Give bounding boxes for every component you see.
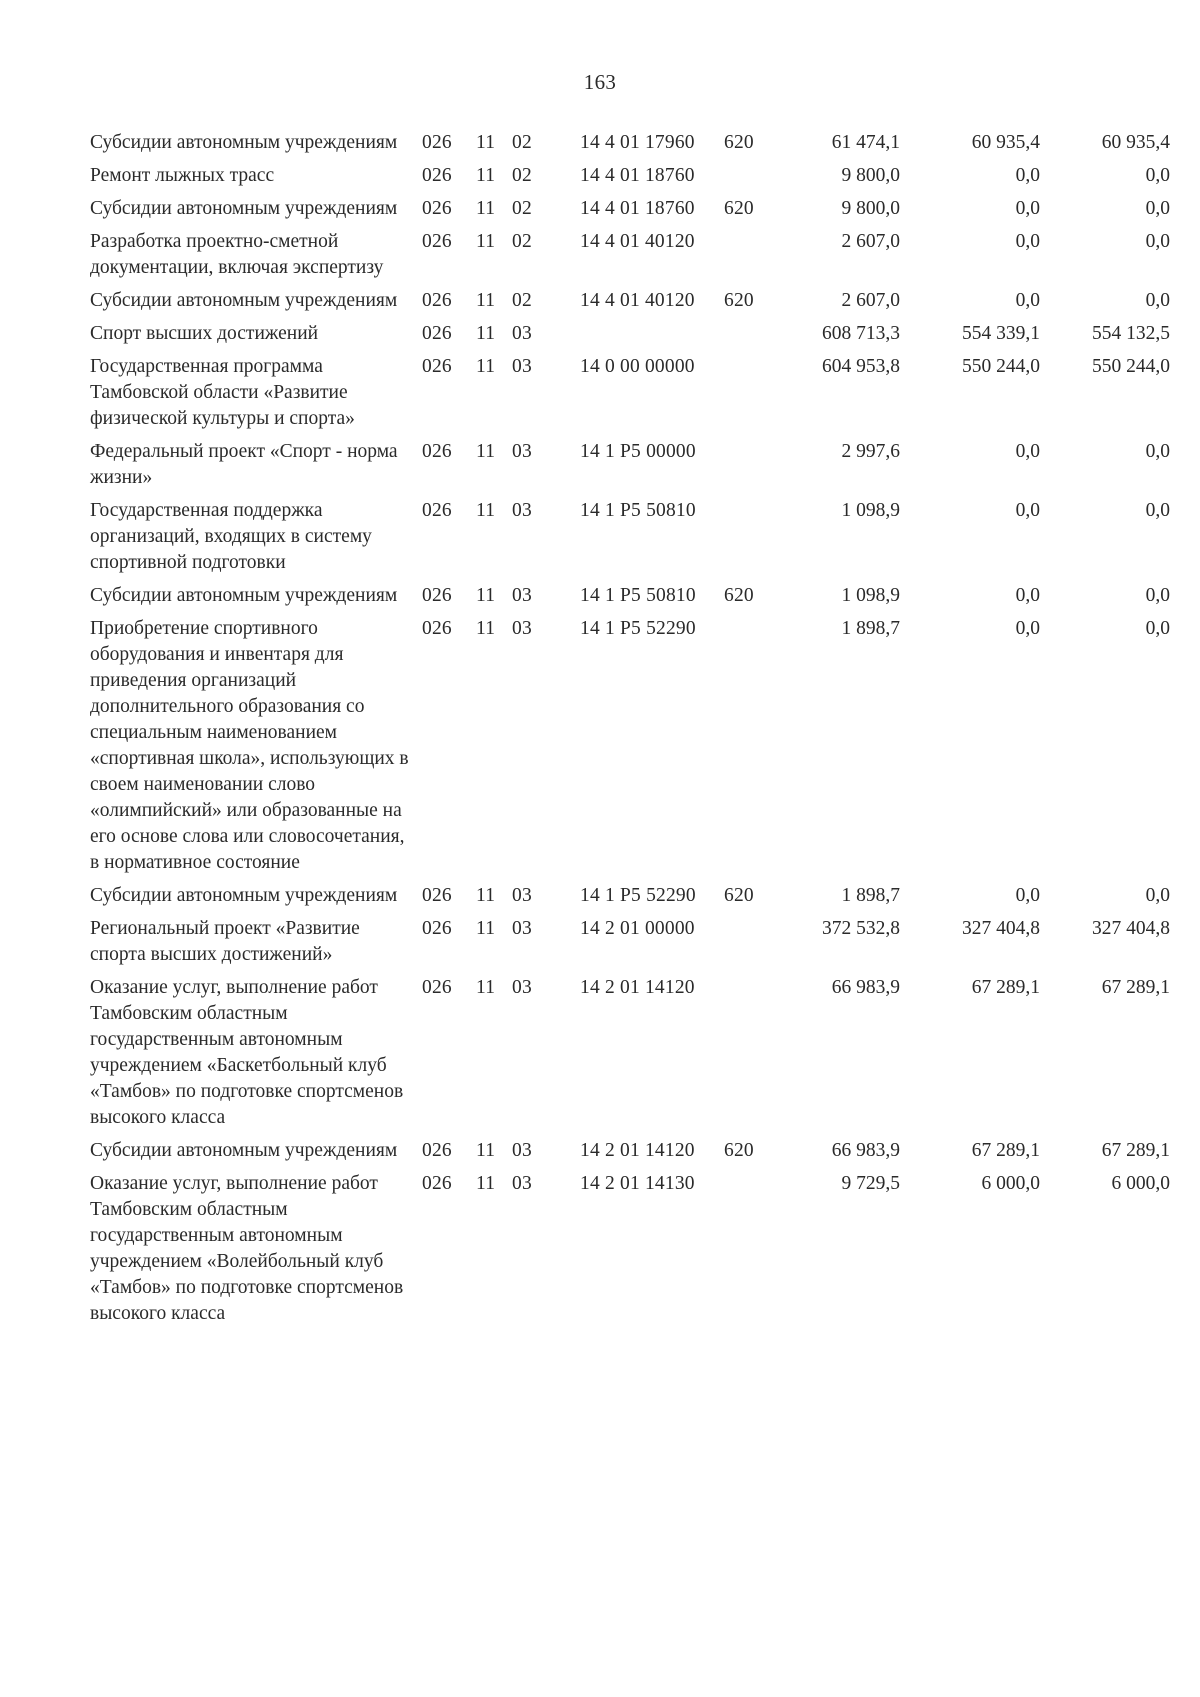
section-code-cell: 11 bbox=[476, 231, 496, 252]
ministry-code-cell: 026 bbox=[422, 1140, 452, 1161]
amount-year3-cell: 67 289,1 bbox=[1101, 1140, 1170, 1161]
amount-year2-cell: 0,0 bbox=[1015, 500, 1040, 521]
ministry-code-cell: 026 bbox=[422, 918, 452, 939]
expense-type-cell bbox=[724, 916, 784, 975]
amount-year1-cell: 9 800,0 bbox=[841, 198, 900, 219]
expense-type-cell bbox=[724, 354, 784, 439]
amount-year2-cell: 0,0 bbox=[1015, 198, 1040, 219]
target-article-cell: 14 1 P5 50810 bbox=[580, 585, 696, 606]
amount-year1-cell: 61 474,1 bbox=[831, 132, 900, 153]
amount-year2-cell: 0,0 bbox=[1015, 585, 1040, 606]
amount-year3-cell: 0,0 bbox=[1145, 290, 1170, 311]
row-name-cell: Региональный проект «Развитие спорта высших достижений» bbox=[90, 918, 360, 965]
amount-year2-cell: 67 289,1 bbox=[971, 1140, 1040, 1161]
section-code-cell: 11 bbox=[476, 618, 496, 639]
amount-year1-cell: 2 607,0 bbox=[841, 290, 900, 311]
table-row bbox=[90, 916, 1170, 975]
row-name-cell: Разработка проектно-сметной документации, включая экспертизу bbox=[90, 231, 384, 278]
section-code-cell: 11 bbox=[476, 977, 496, 998]
amount-year3-cell: 60 935,4 bbox=[1101, 132, 1170, 153]
expense-type-cell bbox=[724, 616, 784, 883]
row-name-cell: Государственная поддержка организаций, входящих в систему спортивной подготовки bbox=[90, 500, 372, 573]
ministry-code-cell: 026 bbox=[422, 231, 452, 252]
table-row bbox=[90, 163, 1170, 196]
target-article-cell: 14 2 01 14130 bbox=[580, 1173, 695, 1194]
table-row bbox=[90, 883, 1170, 916]
expense-type-cell bbox=[724, 1171, 784, 1334]
target-article-cell: 14 2 01 14120 bbox=[580, 1140, 695, 1161]
expense-type-cell: 620 bbox=[724, 198, 754, 219]
subsection-code-cell: 03 bbox=[512, 618, 532, 639]
table-row bbox=[90, 130, 1170, 163]
amount-year2-cell: 60 935,4 bbox=[971, 132, 1040, 153]
ministry-code-cell: 026 bbox=[422, 165, 452, 186]
amount-year1-cell: 608 713,3 bbox=[822, 323, 900, 344]
amount-year2-cell: 0,0 bbox=[1015, 165, 1040, 186]
expense-type-cell bbox=[724, 321, 784, 354]
row-name-cell: Субсидии автономным учреждениям bbox=[90, 585, 398, 606]
row-name-cell: Субсидии автономным учреждениям bbox=[90, 1140, 398, 1161]
ministry-code-cell: 026 bbox=[422, 132, 452, 153]
amount-year1-cell: 2 997,6 bbox=[841, 441, 900, 462]
section-code-cell: 11 bbox=[476, 198, 496, 219]
target-article-cell: 14 0 00 00000 bbox=[580, 356, 695, 377]
table-row bbox=[90, 321, 1170, 354]
amount-year3-cell: 0,0 bbox=[1145, 441, 1170, 462]
target-article-cell: 14 4 01 40120 bbox=[580, 231, 695, 252]
subsection-code-cell: 03 bbox=[512, 356, 532, 377]
budget-table bbox=[90, 130, 1170, 1334]
amount-year3-cell: 6 000,0 bbox=[1111, 1173, 1170, 1194]
amount-year2-cell: 0,0 bbox=[1015, 231, 1040, 252]
table-row bbox=[90, 975, 1170, 1138]
section-code-cell: 11 bbox=[476, 1173, 496, 1194]
section-code-cell: 11 bbox=[476, 356, 496, 377]
target-article-cell: 14 4 01 18760 bbox=[580, 165, 695, 186]
section-code-cell: 11 bbox=[476, 165, 496, 186]
ministry-code-cell: 026 bbox=[422, 500, 452, 521]
expense-type-cell bbox=[724, 229, 784, 288]
ministry-code-cell: 026 bbox=[422, 585, 452, 606]
subsection-code-cell: 03 bbox=[512, 977, 532, 998]
ministry-code-cell: 026 bbox=[422, 323, 452, 344]
target-article-cell: 14 2 01 14120 bbox=[580, 977, 695, 998]
row-name-cell: Субсидии автономным учреждениям bbox=[90, 885, 398, 906]
section-code-cell: 11 bbox=[476, 918, 496, 939]
amount-year1-cell: 1 898,7 bbox=[841, 885, 900, 906]
row-name-cell: Субсидии автономным учреждениям bbox=[90, 290, 398, 311]
table-row bbox=[90, 616, 1170, 883]
amount-year1-cell: 9 800,0 bbox=[841, 165, 900, 186]
table-row bbox=[90, 1138, 1170, 1171]
target-article-cell: 14 4 01 17960 bbox=[580, 132, 695, 153]
subsection-code-cell: 02 bbox=[512, 290, 532, 311]
amount-year3-cell: 0,0 bbox=[1145, 618, 1170, 639]
amount-year3-cell: 0,0 bbox=[1145, 198, 1170, 219]
table-row bbox=[90, 583, 1170, 616]
expense-type-cell: 620 bbox=[724, 132, 754, 153]
amount-year1-cell: 1 098,9 bbox=[841, 585, 900, 606]
subsection-code-cell: 02 bbox=[512, 198, 532, 219]
row-name-cell: Спорт высших достижений bbox=[90, 323, 319, 344]
subsection-code-cell: 03 bbox=[512, 585, 532, 606]
amount-year3-cell: 0,0 bbox=[1145, 500, 1170, 521]
amount-year1-cell: 1 098,9 bbox=[841, 500, 900, 521]
row-name-cell: Приобретение спортивного оборудования и инвентаря для приведения организаций дополнительного образования со специальным наименованием «спортивная школа», использующих в своем наименовании слово «олимпийский» или образованные на его основе слова или словосочетания, в нормативное состояние bbox=[90, 618, 409, 873]
amount-year3-cell: 327 404,8 bbox=[1092, 918, 1170, 939]
amount-year1-cell: 372 532,8 bbox=[822, 918, 900, 939]
table-body bbox=[90, 130, 1170, 1334]
table-row bbox=[90, 288, 1170, 321]
section-code-cell: 11 bbox=[476, 500, 496, 521]
section-code-cell: 11 bbox=[476, 585, 496, 606]
row-name-cell: Оказание услуг, выполнение работ Тамбовским областным государственным автономным учреждением «Волейбольный клуб «Тамбов» по подготовке спортсменов высокого класса bbox=[90, 1173, 404, 1324]
expense-type-cell bbox=[724, 439, 784, 498]
row-name-cell: Субсидии автономным учреждениям bbox=[90, 198, 398, 219]
amount-year2-cell: 0,0 bbox=[1015, 290, 1040, 311]
subsection-code-cell: 03 bbox=[512, 441, 532, 462]
subsection-code-cell: 02 bbox=[512, 132, 532, 153]
target-article-cell: 14 1 P5 52290 bbox=[580, 618, 696, 639]
row-name-cell: Федеральный проект «Спорт - норма жизни» bbox=[90, 441, 398, 488]
amount-year3-cell: 0,0 bbox=[1145, 165, 1170, 186]
expense-type-cell bbox=[724, 975, 784, 1138]
subsection-code-cell: 03 bbox=[512, 1140, 532, 1161]
amount-year1-cell: 66 983,9 bbox=[831, 977, 900, 998]
amount-year3-cell: 550 244,0 bbox=[1092, 356, 1170, 377]
expense-type-cell: 620 bbox=[724, 1140, 754, 1161]
table-row bbox=[90, 439, 1170, 498]
amount-year2-cell: 67 289,1 bbox=[971, 977, 1040, 998]
row-name-cell: Оказание услуг, выполнение работ Тамбовским областным государственным автономным учреждением «Баскетбольный клуб «Тамбов» по подготовке спортсменов высокого класса bbox=[90, 977, 404, 1128]
target-article-cell: 14 1 P5 00000 bbox=[580, 441, 696, 462]
ministry-code-cell: 026 bbox=[422, 885, 452, 906]
section-code-cell: 11 bbox=[476, 132, 496, 153]
subsection-code-cell: 03 bbox=[512, 500, 532, 521]
target-article-cell: 14 1 P5 52290 bbox=[580, 885, 696, 906]
target-article-cell: 14 1 P5 50810 bbox=[580, 500, 696, 521]
subsection-code-cell: 03 bbox=[512, 323, 532, 344]
subsection-code-cell: 03 bbox=[512, 1173, 532, 1194]
amount-year1-cell: 604 953,8 bbox=[822, 356, 900, 377]
expense-type-cell: 620 bbox=[724, 585, 754, 606]
amount-year1-cell: 66 983,9 bbox=[831, 1140, 900, 1161]
subsection-code-cell: 03 bbox=[512, 885, 532, 906]
ministry-code-cell: 026 bbox=[422, 198, 452, 219]
expense-type-cell: 620 bbox=[724, 290, 754, 311]
expense-type-cell: 620 bbox=[724, 885, 754, 906]
row-name-cell: Государственная программа Тамбовской области «Развитие физической культуры и спорта» bbox=[90, 356, 355, 429]
table-row bbox=[90, 354, 1170, 439]
row-name-cell: Субсидии автономным учреждениям bbox=[90, 132, 398, 153]
section-code-cell: 11 bbox=[476, 1140, 496, 1161]
table-row bbox=[90, 1171, 1170, 1334]
subsection-code-cell: 02 bbox=[512, 165, 532, 186]
amount-year1-cell: 9 729,5 bbox=[841, 1173, 900, 1194]
ministry-code-cell: 026 bbox=[422, 441, 452, 462]
ministry-code-cell: 026 bbox=[422, 977, 452, 998]
subsection-code-cell: 02 bbox=[512, 231, 532, 252]
table-row bbox=[90, 498, 1170, 583]
amount-year3-cell: 67 289,1 bbox=[1101, 977, 1170, 998]
section-code-cell: 11 bbox=[476, 441, 496, 462]
table-row bbox=[90, 196, 1170, 229]
target-article-cell: 14 4 01 18760 bbox=[580, 198, 695, 219]
amount-year2-cell: 0,0 bbox=[1015, 441, 1040, 462]
amount-year3-cell: 554 132,5 bbox=[1092, 323, 1170, 344]
ministry-code-cell: 026 bbox=[422, 618, 452, 639]
section-code-cell: 11 bbox=[476, 885, 496, 906]
table-row bbox=[90, 229, 1170, 288]
ministry-code-cell: 026 bbox=[422, 1173, 452, 1194]
ministry-code-cell: 026 bbox=[422, 356, 452, 377]
section-code-cell: 11 bbox=[476, 323, 496, 344]
expense-type-cell bbox=[724, 163, 784, 196]
amount-year2-cell: 327 404,8 bbox=[962, 918, 1040, 939]
amount-year1-cell: 1 898,7 bbox=[841, 618, 900, 639]
target-article-cell bbox=[580, 321, 724, 354]
amount-year1-cell: 2 607,0 bbox=[841, 231, 900, 252]
amount-year2-cell: 0,0 bbox=[1015, 885, 1040, 906]
amount-year3-cell: 0,0 bbox=[1145, 885, 1170, 906]
amount-year2-cell: 0,0 bbox=[1015, 618, 1040, 639]
target-article-cell: 14 4 01 40120 bbox=[580, 290, 695, 311]
section-code-cell: 11 bbox=[476, 290, 496, 311]
ministry-code-cell: 026 bbox=[422, 290, 452, 311]
row-name-cell: Ремонт лыжных трасс bbox=[90, 165, 275, 186]
target-article-cell: 14 2 01 00000 bbox=[580, 918, 695, 939]
expense-type-cell bbox=[724, 498, 784, 583]
subsection-code-cell: 03 bbox=[512, 918, 532, 939]
amount-year2-cell: 554 339,1 bbox=[962, 323, 1040, 344]
amount-year2-cell: 6 000,0 bbox=[981, 1173, 1040, 1194]
amount-year3-cell: 0,0 bbox=[1145, 231, 1170, 252]
amount-year3-cell: 0,0 bbox=[1145, 585, 1170, 606]
page-number: 163 bbox=[583, 70, 617, 94]
amount-year2-cell: 550 244,0 bbox=[962, 356, 1040, 377]
